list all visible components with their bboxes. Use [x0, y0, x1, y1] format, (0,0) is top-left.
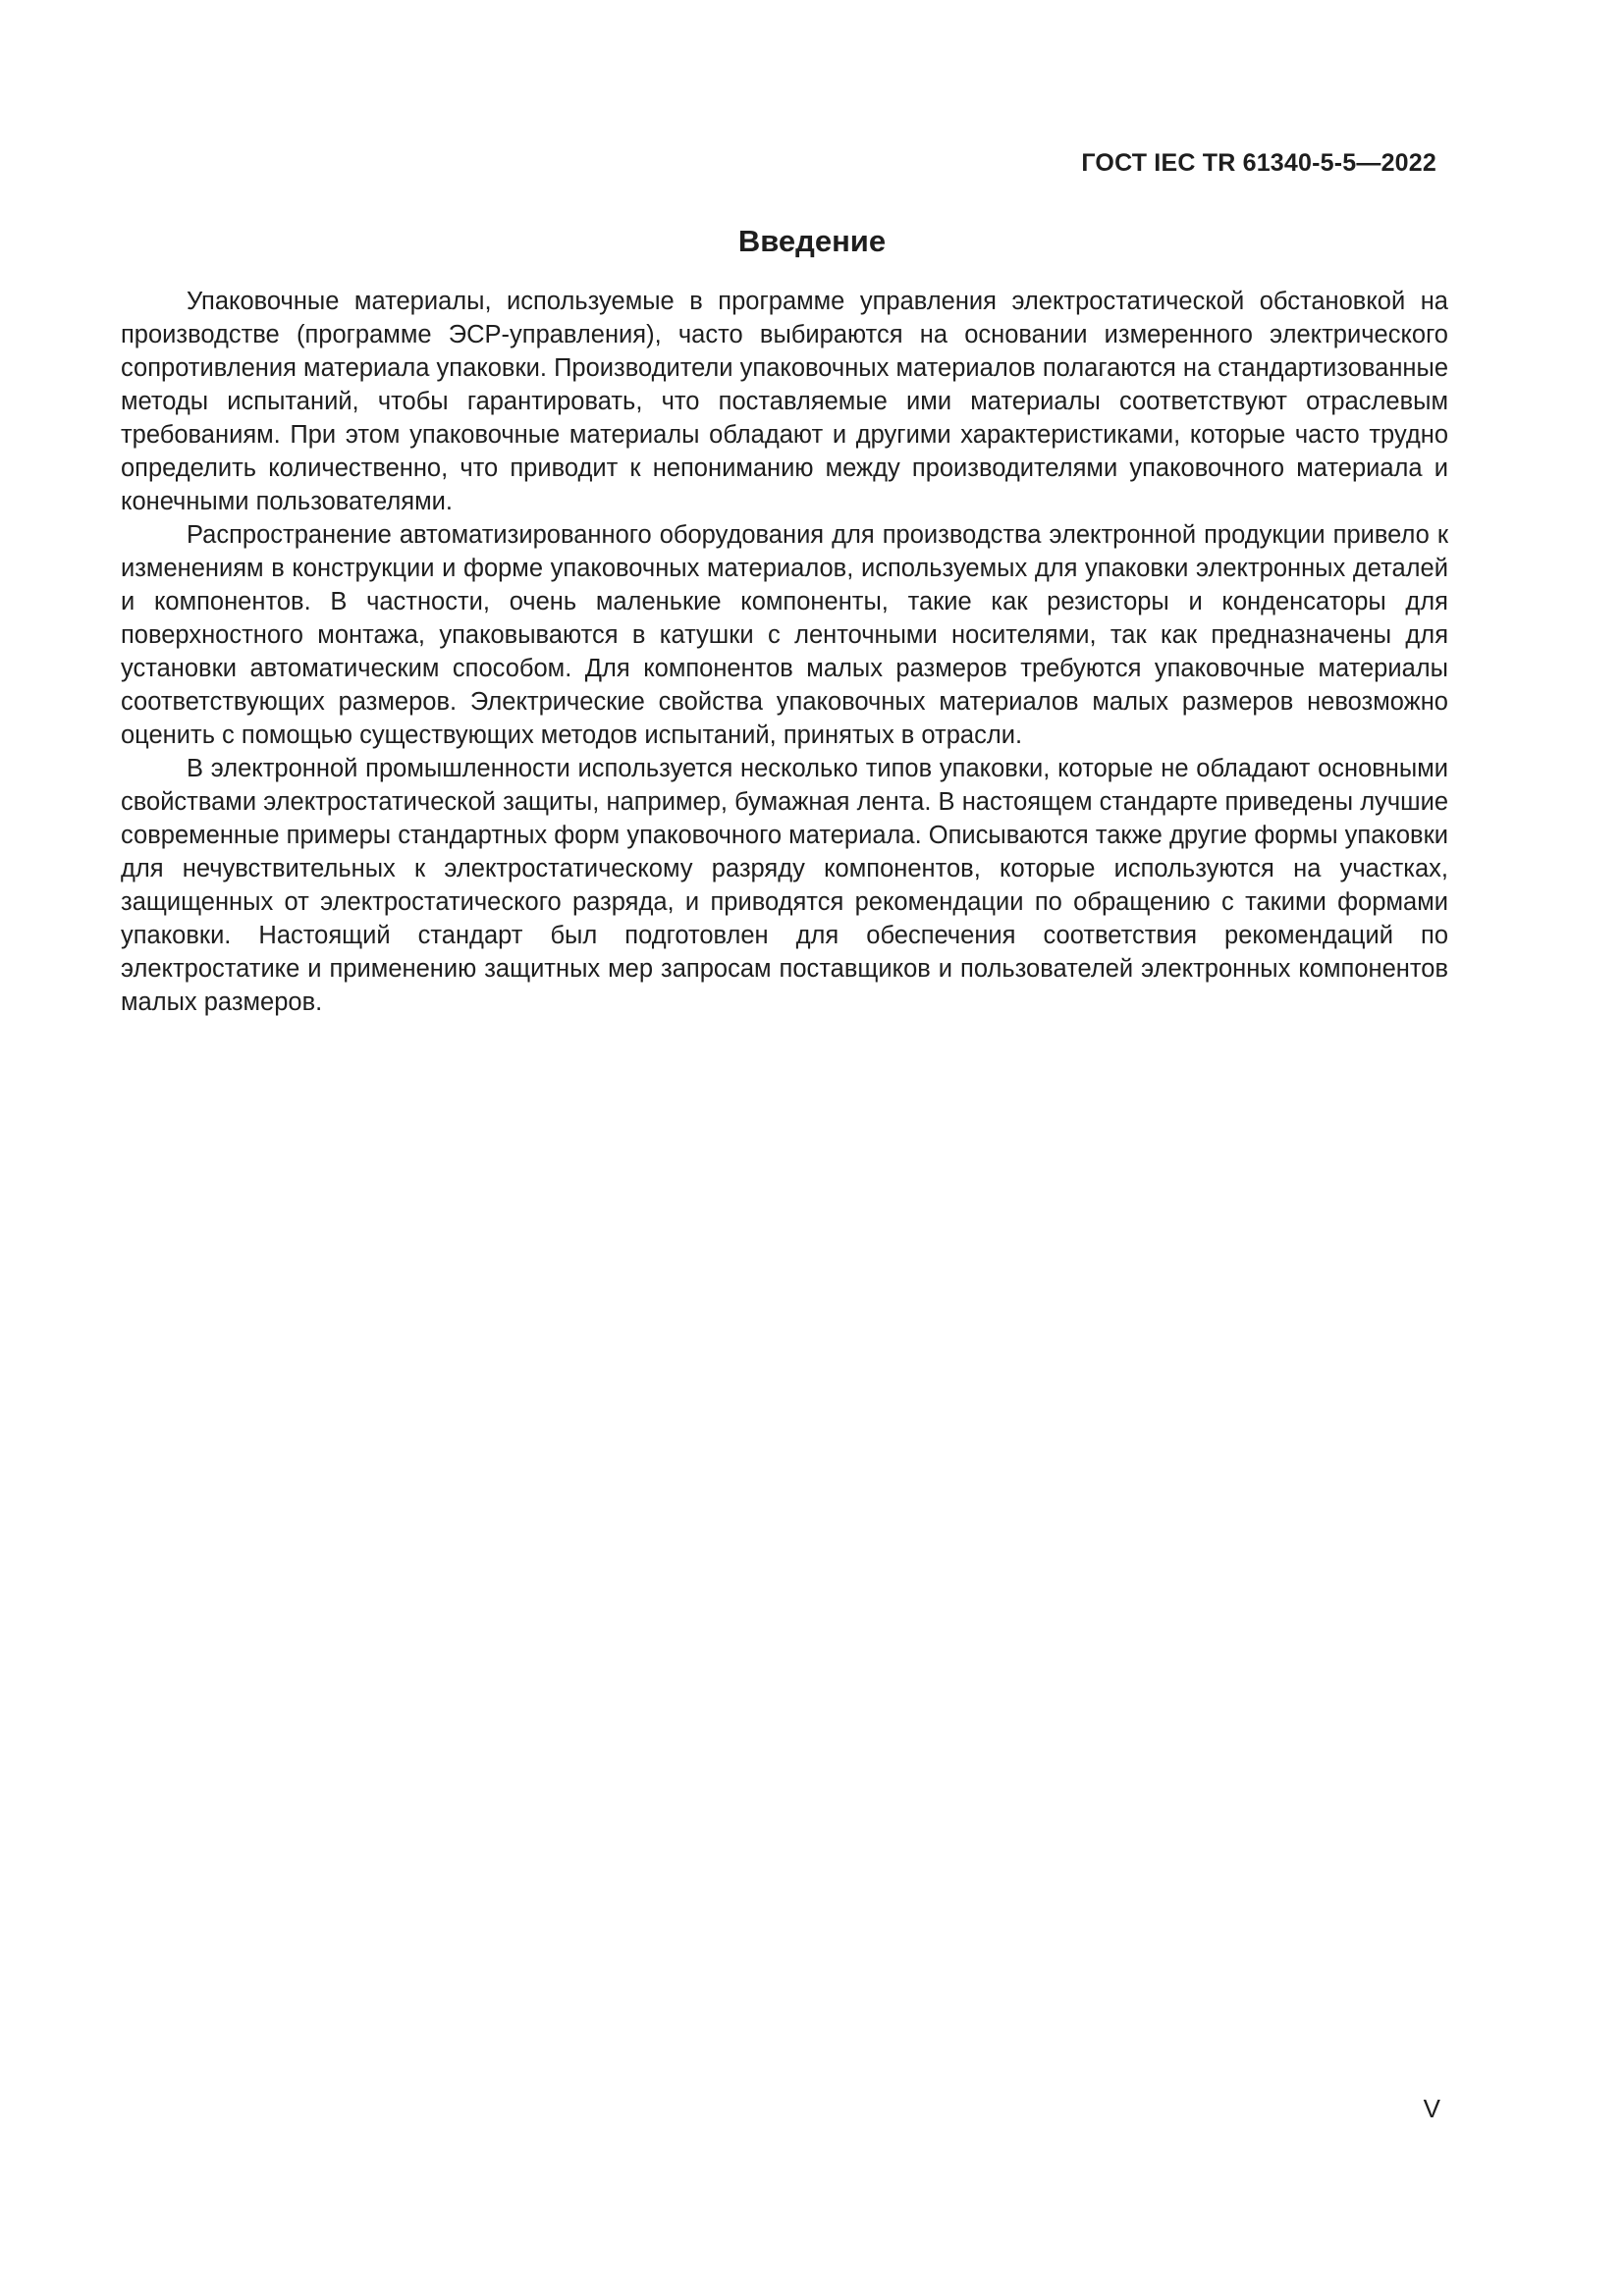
body-text	[121, 285, 1448, 1019]
section-title: Введение	[737, 224, 887, 258]
page-number: V	[1423, 2094, 1440, 2123]
paragraph: Распространение автоматизированного оборудования для производства электронной продукции привело к изменениям в конструкции и форме упаковочных материалов, используемых для упаковки электронных деталей и компонентов. В частности, очень маленькие компоненты, такие как резисторы и конденсаторы для поверхностного монтажа, упаковываются в катушки с ленточными носителями, так как предназначены для установки автоматическим способом. Для компонентов малых размеров требуются упаковочные материалы соответствующих размеров. Электрические свойства упаковочных материалов малых размеров невозможно оценить с помощью существующих методов испытаний, принятых в отрасли.	[121, 521, 1448, 749]
document-code: ГОСТ IEC TR 61340-5-5—2022	[1081, 149, 1436, 177]
paragraph: Упаковочные материалы, используемые в программе управления электростатической обстановкой на производстве (программе ЭСР-управления), часто выбираются на основании измеренного электрического сопротивления материала упаковки. Производители упаковочных материалов полагаются на стандартизованные методы испытаний, чтобы гарантировать, что поставляемые ими материалы соответствуют отраслевым требованиям. При этом упаковочные материалы обладают и другими характеристиками, которые часто трудно определить количественно, что приводит к непониманию между производителями упаковочного материала и конечными пользователями.	[121, 288, 1448, 515]
paragraph: В электронной промышленности используется несколько типов упаковки, которые не обладают основными свойствами электростатической защиты, например, бумажная лента. В настоящем стандарте приведены лучшие современные примеры стандартных форм упаковочного материала. Описываются также другие формы упаковки для нечувствительных к электростатическому разряду компонентов, которые используются на участках, защищенных от электростатического разряда, и приводятся рекомендации по обращению с такими формами упаковки. Настоящий стандарт был подготовлен для обеспечения соответствия рекомендаций по электростатике и применению защитных мер запросам поставщиков и пользователей электронных компонентов малых размеров.	[121, 755, 1448, 1016]
